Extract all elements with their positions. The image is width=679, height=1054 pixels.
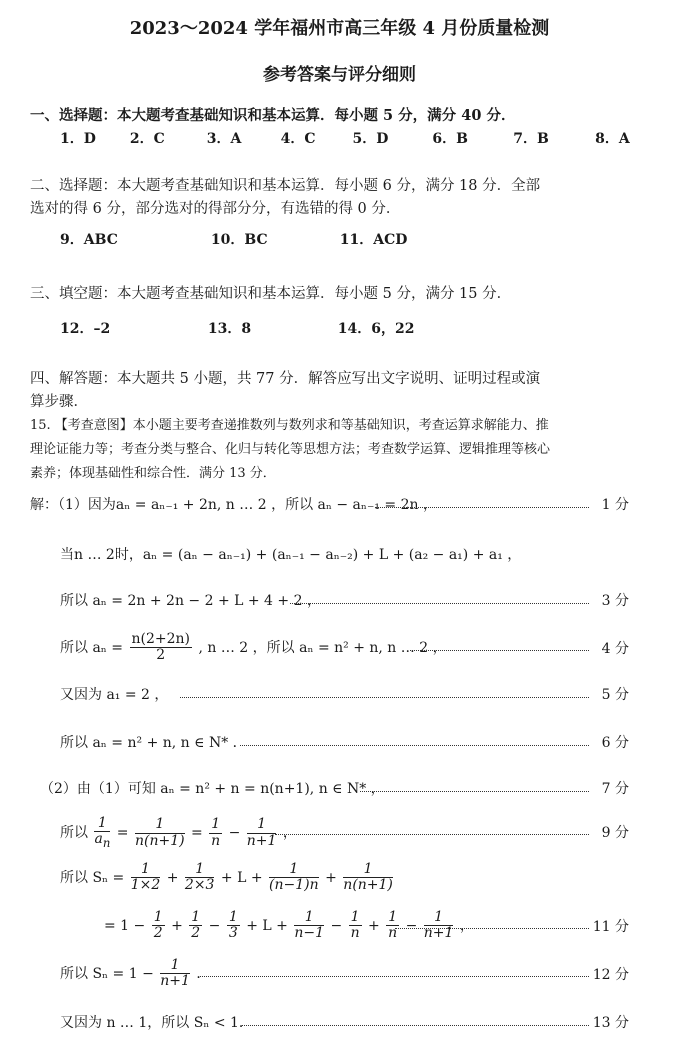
section4-heading-line1: 四、解答题：本大题共 5 小题，共 77 分．解答应写出文字说明、证明过程或演 [30, 371, 541, 387]
step-expression: 所以 $\frac{1}{a_n}$ = $\frac{1}{n(n+1)}$ = $\frac{1}{n}$ − $\frac{1}{n+1}$ ， [60, 815, 297, 851]
step-text: 又因为 a₁ = 2 ， [60, 687, 169, 703]
solution-step [0, 1012, 679, 1038]
document-subtitle: 参考答案与评分细则 [263, 65, 416, 85]
answer-item: 1．D [60, 131, 96, 147]
step-score: 1 分 [601, 497, 629, 513]
section2-heading-line2: 选对的得 6 分，部分选对的得部分分，有选错的得 0 分． [30, 201, 401, 217]
fraction: $\frac{1}{n+1}$ [246, 816, 277, 849]
answer-item: 4．C [280, 131, 316, 147]
section3-heading: 三、填空题：本大题考查基础知识和基本运算．每小题 5 分，满分 15 分． [30, 286, 512, 302]
leader-dots [240, 745, 589, 746]
leader-dots [290, 603, 589, 604]
answer-item: 6．B [432, 131, 468, 147]
solution-step [0, 908, 679, 952]
step-score: 4 分 [601, 641, 629, 657]
solution-step [0, 590, 679, 616]
answer-item: 9．ABC [60, 232, 118, 248]
section1-heading: 一、选择题：本大题考查基础知识和基本运算．每小题 5 分，满分 40 分． [30, 107, 516, 124]
solution-step [0, 684, 679, 710]
solution-step [0, 814, 679, 858]
document-title: 2023～2024 学年福州市高三年级 4 月份质量检测 [129, 18, 550, 39]
solution-step [0, 494, 679, 520]
solution-step [0, 732, 679, 758]
leader-dots [200, 976, 589, 977]
answer-item: 2．C [129, 131, 165, 147]
step-text: 所以 aₙ = n² + n, n ∈ N* ． [60, 735, 247, 751]
leader-dots [275, 834, 589, 835]
fraction: $\frac{1}{(n-1)n}$ [269, 861, 319, 894]
fraction: $\frac{1}{n(n+1)}$ [343, 861, 393, 894]
q15-intent-line1: 15. 【考查意图】本小题主要考查递推数列与数列求和等基础知识，考查运算求解能力、推 [30, 418, 549, 433]
step-text-tail: , n … 2 ，所以 aₙ = n² + n, n … 2 ， [198, 639, 447, 656]
step-expression: 所以 Sₙ = $\frac{1}{1\times 2}$ + $\frac{1}{2\times 3}$ + L + $\frac{1}{(n-1)n}$ + $\frac{1}{n(n+1)}$ [60, 861, 393, 894]
leader-dots [375, 507, 589, 508]
step-text: 所以 [60, 825, 88, 842]
step-score: 5 分 [601, 687, 629, 703]
solution-step [0, 860, 679, 904]
leader-dots [242, 1025, 589, 1026]
solution-step [0, 628, 679, 668]
leader-dots [180, 697, 589, 698]
step-score: 11 分 [592, 919, 629, 935]
fraction-denominator: 2 [156, 647, 166, 664]
answer-item: 11．ACD [339, 232, 408, 248]
step-score: 3 分 [601, 593, 629, 609]
leader-dots [410, 650, 589, 651]
answer-item: 8．A [595, 131, 630, 147]
step-text: 当n … 2时，aₙ = (aₙ − aₙ₋₁) + (aₙ₋₁ − aₙ₋₂) + L + (a₂ − a₁) + a₁ ， [60, 547, 522, 563]
fraction: $\frac{1}{n}$ [211, 816, 221, 849]
answer-item: 7．B [513, 131, 549, 147]
step-score: 12 分 [592, 967, 629, 983]
fraction-numerator: n(2+2n) [131, 631, 191, 647]
solution-step [0, 956, 679, 1000]
answer-item: 10．BC [210, 232, 268, 248]
answer-item: 13．8 [207, 321, 252, 337]
step-text: 所以 aₙ = [60, 639, 124, 656]
step-text: 所以 Sₙ = 1 − [60, 965, 154, 982]
answer-item: 3．A [206, 131, 242, 147]
step-text: = 1 − [104, 917, 146, 934]
step-expression: 所以 Sₙ = 1 − $\frac{1}{n+1}$ ． [60, 957, 211, 990]
section2-heading-line1: 二、选择题：本大题考查基础知识和基本运算．每小题 6 分，满分 18 分．全部 [30, 178, 541, 194]
step-text: 所以 Sₙ = [60, 869, 125, 886]
fraction: $\frac{1}{n(n+1)}$ [134, 816, 185, 849]
section3-answers [60, 318, 438, 338]
fraction: $\frac{1}{a_n}$ [94, 815, 111, 851]
section1-answers [60, 128, 635, 148]
leader-dots [395, 928, 589, 929]
solution-step [0, 778, 679, 804]
step-score: 7 分 [601, 781, 629, 797]
fraction: $\frac{1}{1\times 2}$ [130, 861, 161, 894]
answer-item: 5．D [352, 131, 389, 147]
step-text: （2）由（1）可知 aₙ = n² + n = n(n+1), n ∈ N* ， [40, 781, 385, 797]
fraction: $\frac{1}{2\times 3}$ [184, 861, 215, 894]
section2-answers [60, 229, 420, 249]
step-text: 解：（1）因为aₙ = aₙ₋₁ + 2n, n … 2 ，所以 aₙ − aₙ₋₁ = 2n ， [30, 497, 437, 513]
step-score: 13 分 [592, 1015, 629, 1031]
answer-item: 12．–2 [60, 321, 111, 337]
leader-dots [360, 791, 589, 792]
section4-heading-line2: 算步骤． [30, 394, 88, 410]
q15-intent-line2: 理论证能力等；考查分类与整合、化归与转化等思想方法；考查数学运算、逻辑推理等核心 [30, 442, 551, 457]
answer-item: 14．6，22 [337, 321, 415, 337]
q15-intent-line3: 素养；体现基础性和综合性．满分 13 分． [30, 466, 276, 481]
step-text: 又因为 n … 1，所以 Sₙ < 1． [60, 1015, 253, 1031]
step-expression: = 1 − $\frac{1}{2}$ + $\frac{1}{2}$ − $\frac{1}{3}$ + L + $\frac{1}{n-1}$ − $\frac{1}{n}$ + $\frac{1}{n}$ − $\frac{1}{n+1}$ ， [104, 909, 474, 942]
step-text: 所以 aₙ = 2n + 2n − 2 + L + 4 + 2 ， [60, 593, 321, 609]
fraction [130, 632, 193, 664]
step-score: 9 分 [601, 825, 629, 841]
step-score: 6 分 [601, 735, 629, 751]
solution-step [0, 544, 679, 570]
step-expression [60, 632, 447, 664]
